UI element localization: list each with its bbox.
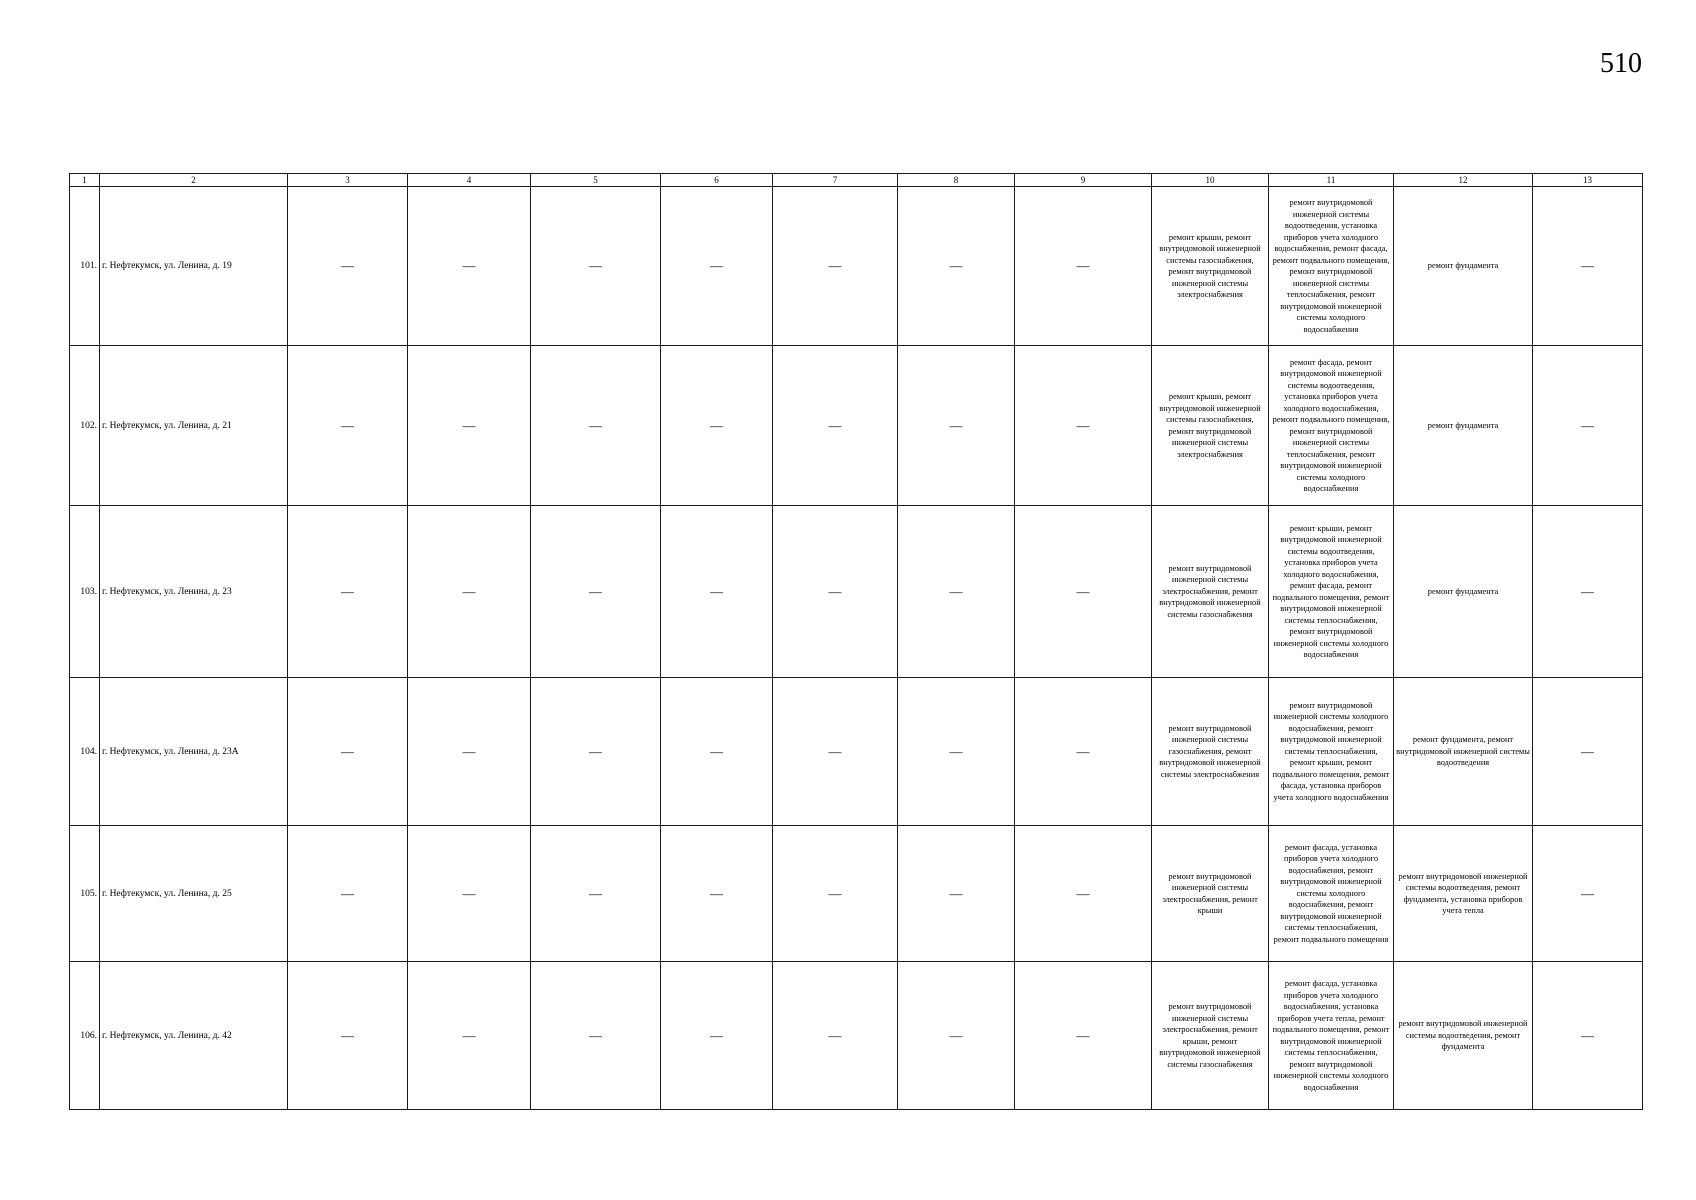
works-cell: ремонт внутридомовой инженерной системы газоснабжения, ремонт внутридомовой инженерной системы электроснабжения <box>1152 678 1269 826</box>
table-row <box>70 962 1643 1110</box>
dash-cell: — <box>408 962 531 1110</box>
dash-cell: — <box>1015 187 1152 346</box>
header-cell: 4 <box>408 174 531 187</box>
dash-cell: — <box>773 187 898 346</box>
header-cell: 8 <box>898 174 1015 187</box>
dash-cell: — <box>898 346 1015 506</box>
header-cell: 13 <box>1533 174 1643 187</box>
dash-cell: — <box>288 826 408 962</box>
row-address: г. Нефтекумск, ул. Ленина, д. 25 <box>100 826 288 962</box>
dash-cell: — <box>661 346 773 506</box>
dash-cell: — <box>773 962 898 1110</box>
row-number: 106. <box>70 962 100 1110</box>
works-cell: ремонт внутридомовой инженерной системы электроснабжения, ремонт крыши, ремонт внутридомовой инженерной системы газоснабжения <box>1152 962 1269 1110</box>
works-cell: ремонт фасада, установка приборов учета холодного водоснабжения, ремонт внутридомовой инженерной системы холодного водоснабжения, ремонт внутридомовой инженерной системы теплоснабжения, ремонт подвального помещения <box>1269 826 1394 962</box>
dash-cell: — <box>288 962 408 1110</box>
works-cell: ремонт внутридомовой инженерной системы водоотведения, ремонт фундамента <box>1394 962 1533 1110</box>
dash-cell: — <box>661 506 773 678</box>
row-number: 104. <box>70 678 100 826</box>
dash-cell: — <box>898 187 1015 346</box>
repair-schedule-table <box>69 173 1643 1110</box>
table-row <box>70 187 1643 346</box>
works-cell: ремонт фасада, установка приборов учета холодного водоснабжения, установка приборов учета тепла, ремонт подвального помещения, ремонт внутридомовой инженерной системы теплоснабжения, ремонт внутридомовой инженерной системы холодного водоснабжения <box>1269 962 1394 1110</box>
dash-cell: — <box>1015 678 1152 826</box>
works-cell: ремонт внутридомовой инженерной системы водоотведения, ремонт фундамента, установка приборов учета тепла <box>1394 826 1533 962</box>
works-cell: ремонт крыши, ремонт внутридомовой инженерной системы водоотведения, установка приборов учета холодного водоснабжения, ремонт фасада, ремонт подвального помещения, ремонт внутридомовой инженерной системы теплоснабжения, ремонт внутридомовой инженерной системы холодного водоснабжения <box>1269 506 1394 678</box>
dash-cell: — <box>531 826 661 962</box>
works-cell: ремонт фундамента <box>1394 187 1533 346</box>
row-number: 101. <box>70 187 100 346</box>
dash-cell: — <box>1015 962 1152 1110</box>
works-cell: ремонт крыши, ремонт внутридомовой инженерной системы газоснабжения, ремонт внутридомовой инженерной системы электроснабжения <box>1152 187 1269 346</box>
dash-cell: — <box>1533 187 1643 346</box>
dash-cell: — <box>898 506 1015 678</box>
dash-cell: — <box>898 678 1015 826</box>
table-row <box>70 346 1643 506</box>
row-address: г. Нефтекумск, ул. Ленина, д. 21 <box>100 346 288 506</box>
dash-cell: — <box>773 826 898 962</box>
dash-cell: — <box>288 506 408 678</box>
dash-cell: — <box>773 346 898 506</box>
dash-cell: — <box>531 346 661 506</box>
dash-cell: — <box>1533 346 1643 506</box>
works-cell: ремонт внутридомовой инженерной системы электроснабжения, ремонт крыши <box>1152 826 1269 962</box>
dash-cell: — <box>1015 346 1152 506</box>
dash-cell: — <box>773 678 898 826</box>
dash-cell: — <box>773 506 898 678</box>
works-cell: ремонт внутридомовой инженерной системы холодного водоснабжения, ремонт внутридомовой инженерной системы теплоснабжения, ремонт крыши, ремонт подвального помещения, ремонт фасада, установка приборов учета холодного водоснабжения <box>1269 678 1394 826</box>
works-cell: ремонт внутридомовой инженерной системы водоотведения, установка приборов учета холодного водоснабжения, ремонт фасада, ремонт подвального помещения, ремонт внутридомовой инженерной системы теплоснабжения, ремонт внутридомовой инженерной системы холодного водоснабжения <box>1269 187 1394 346</box>
row-address: г. Нефтекумск, ул. Ленина, д. 19 <box>100 187 288 346</box>
dash-cell: — <box>1533 826 1643 962</box>
header-cell: 11 <box>1269 174 1394 187</box>
header-cell: 2 <box>100 174 288 187</box>
dash-cell: — <box>408 506 531 678</box>
header-cell: 1 <box>70 174 100 187</box>
dash-cell: — <box>898 962 1015 1110</box>
header-cell: 5 <box>531 174 661 187</box>
header-cell: 12 <box>1394 174 1533 187</box>
dash-cell: — <box>288 346 408 506</box>
dash-cell: — <box>408 826 531 962</box>
table-row <box>70 506 1643 678</box>
works-cell: ремонт фундамента <box>1394 506 1533 678</box>
dash-cell: — <box>661 962 773 1110</box>
table-row <box>70 826 1643 962</box>
row-address: г. Нефтекумск, ул. Ленина, д. 23А <box>100 678 288 826</box>
dash-cell: — <box>288 187 408 346</box>
dash-cell: — <box>898 826 1015 962</box>
dash-cell: — <box>1015 506 1152 678</box>
row-number: 102. <box>70 346 100 506</box>
dash-cell: — <box>1533 678 1643 826</box>
row-address: г. Нефтекумск, ул. Ленина, д. 23 <box>100 506 288 678</box>
dash-cell: — <box>288 678 408 826</box>
header-cell: 6 <box>661 174 773 187</box>
works-cell: ремонт фасада, ремонт внутридомовой инженерной системы водоотведения, установка приборов учета холодного водоснабжения, ремонт подвального помещения, ремонт внутридомовой инженерной системы теплоснабжения, ремонт внутридомовой инженерной системы холодного водоснабжения <box>1269 346 1394 506</box>
header-cell: 3 <box>288 174 408 187</box>
dash-cell: — <box>1533 962 1643 1110</box>
dash-cell: — <box>531 187 661 346</box>
dash-cell: — <box>408 187 531 346</box>
dash-cell: — <box>1533 506 1643 678</box>
header-cell: 10 <box>1152 174 1269 187</box>
row-number: 103. <box>70 506 100 678</box>
works-cell: ремонт фундамента, ремонт внутридомовой инженерной системы водоотведения <box>1394 678 1533 826</box>
dash-cell: — <box>408 678 531 826</box>
header-cell: 9 <box>1015 174 1152 187</box>
works-cell: ремонт внутридомовой инженерной системы электроснабжения, ремонт внутридомовой инженерной системы газоснабжения <box>1152 506 1269 678</box>
page-number: 510 <box>1600 48 1642 79</box>
dash-cell: — <box>661 678 773 826</box>
header-cell: 7 <box>773 174 898 187</box>
dash-cell: — <box>1015 826 1152 962</box>
row-number: 105. <box>70 826 100 962</box>
dash-cell: — <box>531 678 661 826</box>
dash-cell: — <box>531 962 661 1110</box>
works-cell: ремонт фундамента <box>1394 346 1533 506</box>
header-row <box>70 174 1643 187</box>
dash-cell: — <box>531 506 661 678</box>
dash-cell: — <box>661 826 773 962</box>
dash-cell: — <box>661 187 773 346</box>
dash-cell: — <box>408 346 531 506</box>
row-address: г. Нефтекумск, ул. Ленина, д. 42 <box>100 962 288 1110</box>
works-cell: ремонт крыши, ремонт внутридомовой инженерной системы газоснабжения, ремонт внутридомовой инженерной системы электроснабжения <box>1152 346 1269 506</box>
table-row <box>70 678 1643 826</box>
